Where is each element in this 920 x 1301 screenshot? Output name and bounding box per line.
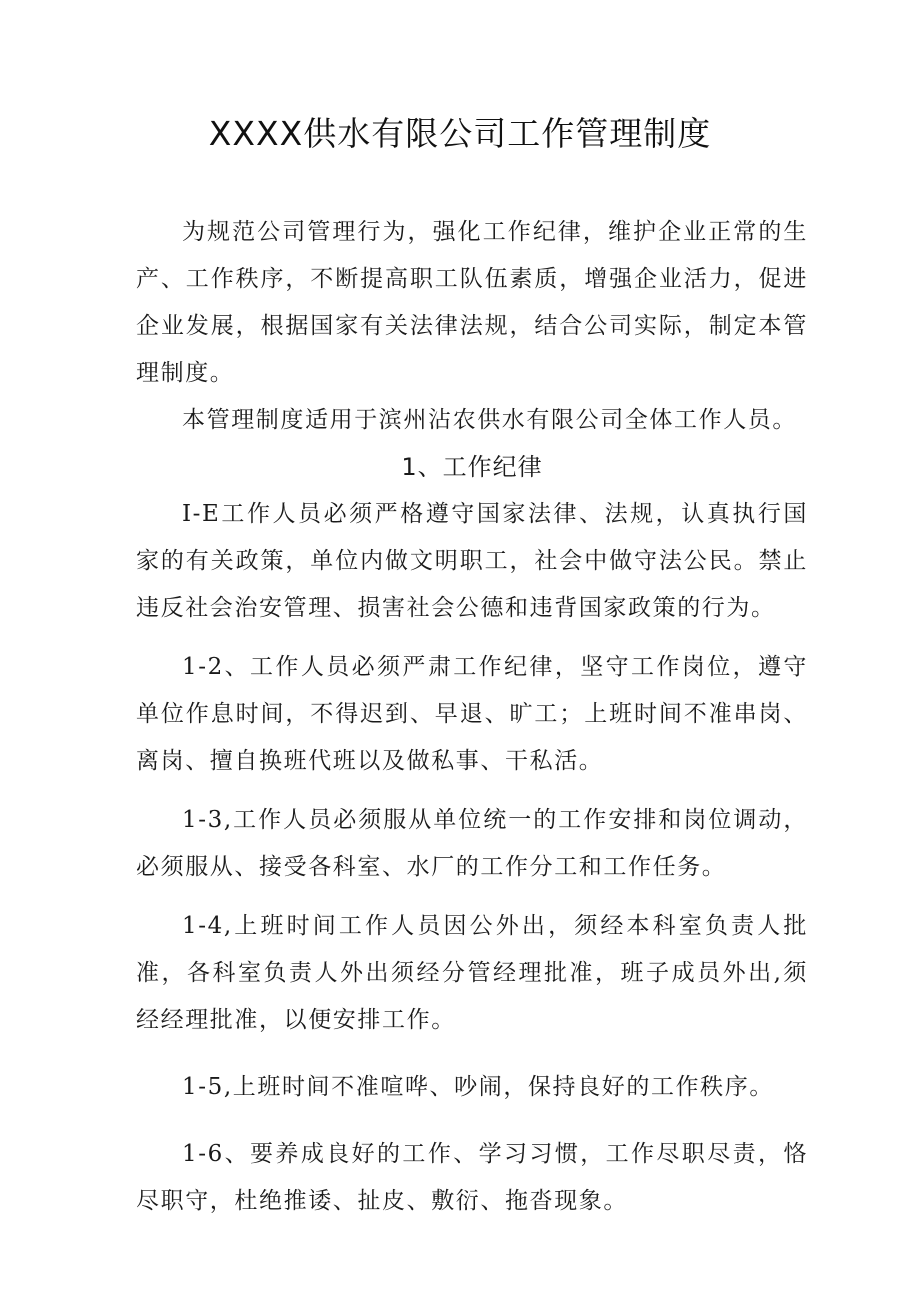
rule-paragraph: 1-4,上班时间工作人员因公外出，须经本科室负责人批准，各科室负责人外出须经分管经理批准，班子成员外出,须经经理批准，以便安排工作。 [136,913,808,1033]
document-title: XXXX供水有限公司工作管理制度 [208,114,712,153]
section-heading: 1、工作纪律 [401,453,543,481]
rule-paragraph: 1-5,上班时间不准喧哗、吵闹，保持良好的工作秩序。 [182,1074,774,1100]
rule-paragraph: 1-3,工作人员必须服从单位统一的工作安排和岗位调动，必须服从、接受各科室、水厂的工作分工和工作任务。 [136,807,808,880]
rule-paragraph: 1-2、工作人员必须严肃工作纪律，坚守工作岗位，遵守单位作息时间，不得迟到、早退、旷工；上班时间不准串岗、离岗、擅自换班代班以及做私事、干私活。 [136,654,808,774]
rule-paragraph: I-E工作人员必须严格遵守国家法律、法规，认真执行国家的有关政策，单位内做文明职工，社会中做守法公民。禁止违反社会治安管理、损害社会公德和违背国家政策的行为。 [136,501,808,621]
document-body [136,209,808,1225]
scope-paragraph: 本管理制度适用于滨州沾农供水有限公司全体工作人员。 [182,407,797,433]
intro-paragraph: 为规范公司管理行为，强化工作纪律，维护企业正常的生产、工作秩序，不断提高职工队伍素质，增强企业活力，促进企业发展，根据国家有关法律法规，结合公司实际，制定本管理制度。 [136,219,808,386]
rule-paragraph: 1-6、要养成良好的工作、学习习惯，工作尽职尽责，恪尽职守，杜绝推诿、扯皮、敷衍、拖沓现象。 [136,1141,808,1214]
